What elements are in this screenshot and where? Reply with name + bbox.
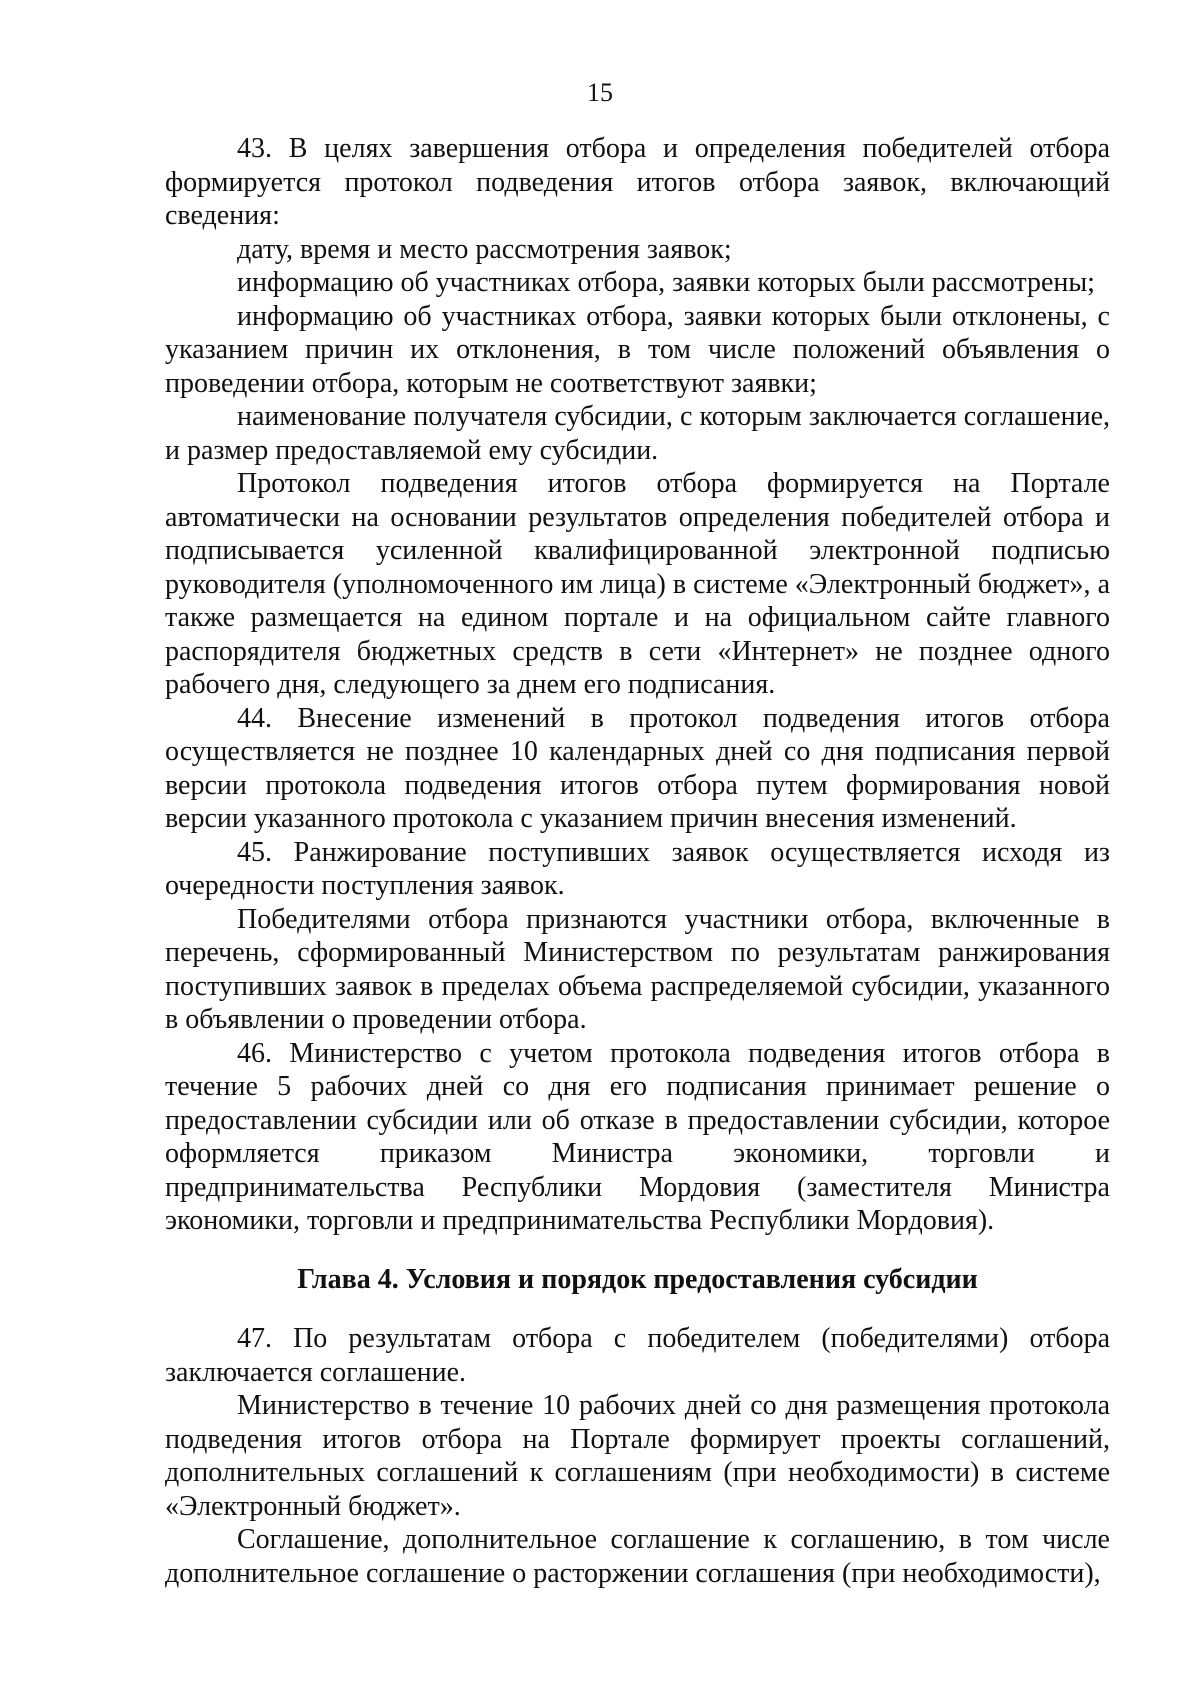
paragraph-protocol: Протокол подведения итогов отбора формируется на Портале автоматически на основании результатов определения победителей отбора и подписывается усиленной квалифицированной электронной подписью руководителя (уполномоченного им лица) в системе «Электронный бюджет», а также размещается на едином портале и на официальном сайте главного распорядителя бюджетных средств в сети «Интернет» не позднее одного рабочего дня, следующего за днем его подписания. [165,468,1110,700]
document-body [165,132,1110,1590]
paragraph-44: 44. Внесение изменений в протокол подведения итогов отбора осуществляется не позднее 10 календарных дней со дня подписания первой версии протокола подведения итогов отбора путем формирования новой версии указанного протокола с указанием причин внесения изменений. [165,702,1110,834]
paragraph-46: 46. Министерство с учетом протокола подведения итогов отбора в течение 5 рабочих дней со дня его подписания принимает решение о предоставлении субсидии или об отказе в предоставлении субсидии, которое оформляется приказом Министра экономики, торговли и предпринимательства Республики Мордовия (заместителя Министра экономики, торговли и предпринимательства Республики Мордовия). [165,1037,1110,1236]
paragraph-43: 43. В целях завершения отбора и определения победителей отбора формируется протокол подведения итогов отбора заявок, включающий сведения: [165,133,1110,231]
paragraph-47: 47. По результатам отбора с победителем (победителями) отбора заключается соглашение. [165,1323,1110,1388]
page-number: 15 [587,78,613,107]
paragraph-agreement: Соглашение, дополнительное соглашение к соглашению, в том числе дополнительное соглашение о расторжении соглашения (при необходимости), [165,1524,1110,1589]
paragraph-item: информацию об участниках отбора, заявки которых были рассмотрены; [237,267,1095,298]
paragraph-45: 45. Ранжирование поступивших заявок осуществляется исходя из очередности поступления заявок. [165,836,1110,901]
chapter-heading: Глава 4. Условия и порядок предоставления субсидии [297,1263,978,1295]
paragraph-item: наименование получателя субсидии, с которым заключается соглашение, и размер предоставляемой ему субсидии. [165,401,1110,466]
paragraph-ministry: Министерство в течение 10 рабочих дней со дня размещения протокола подведения итогов отбора на Портале формирует проекты соглашений, дополнительных соглашений к соглашениям (при необходимости) в системе «Электронный бюджет». [165,1390,1110,1522]
paragraph-item: дату, время и место рассмотрения заявок; [237,233,732,265]
paragraph-item: информацию об участниках отбора, заявки которых были отклонены, с указанием причин их отклонения, в том числе положений объявления о проведении отбора, которым не соответствуют заявки; [165,300,1110,399]
paragraph-winners: Победителями отбора признаются участники отбора, включенные в перечень, сформированный Министерством по результатам ранжирования поступивших заявок в пределах объема распределяемой субсидии, указанного в объявлении о проведении отбора. [165,903,1110,1035]
